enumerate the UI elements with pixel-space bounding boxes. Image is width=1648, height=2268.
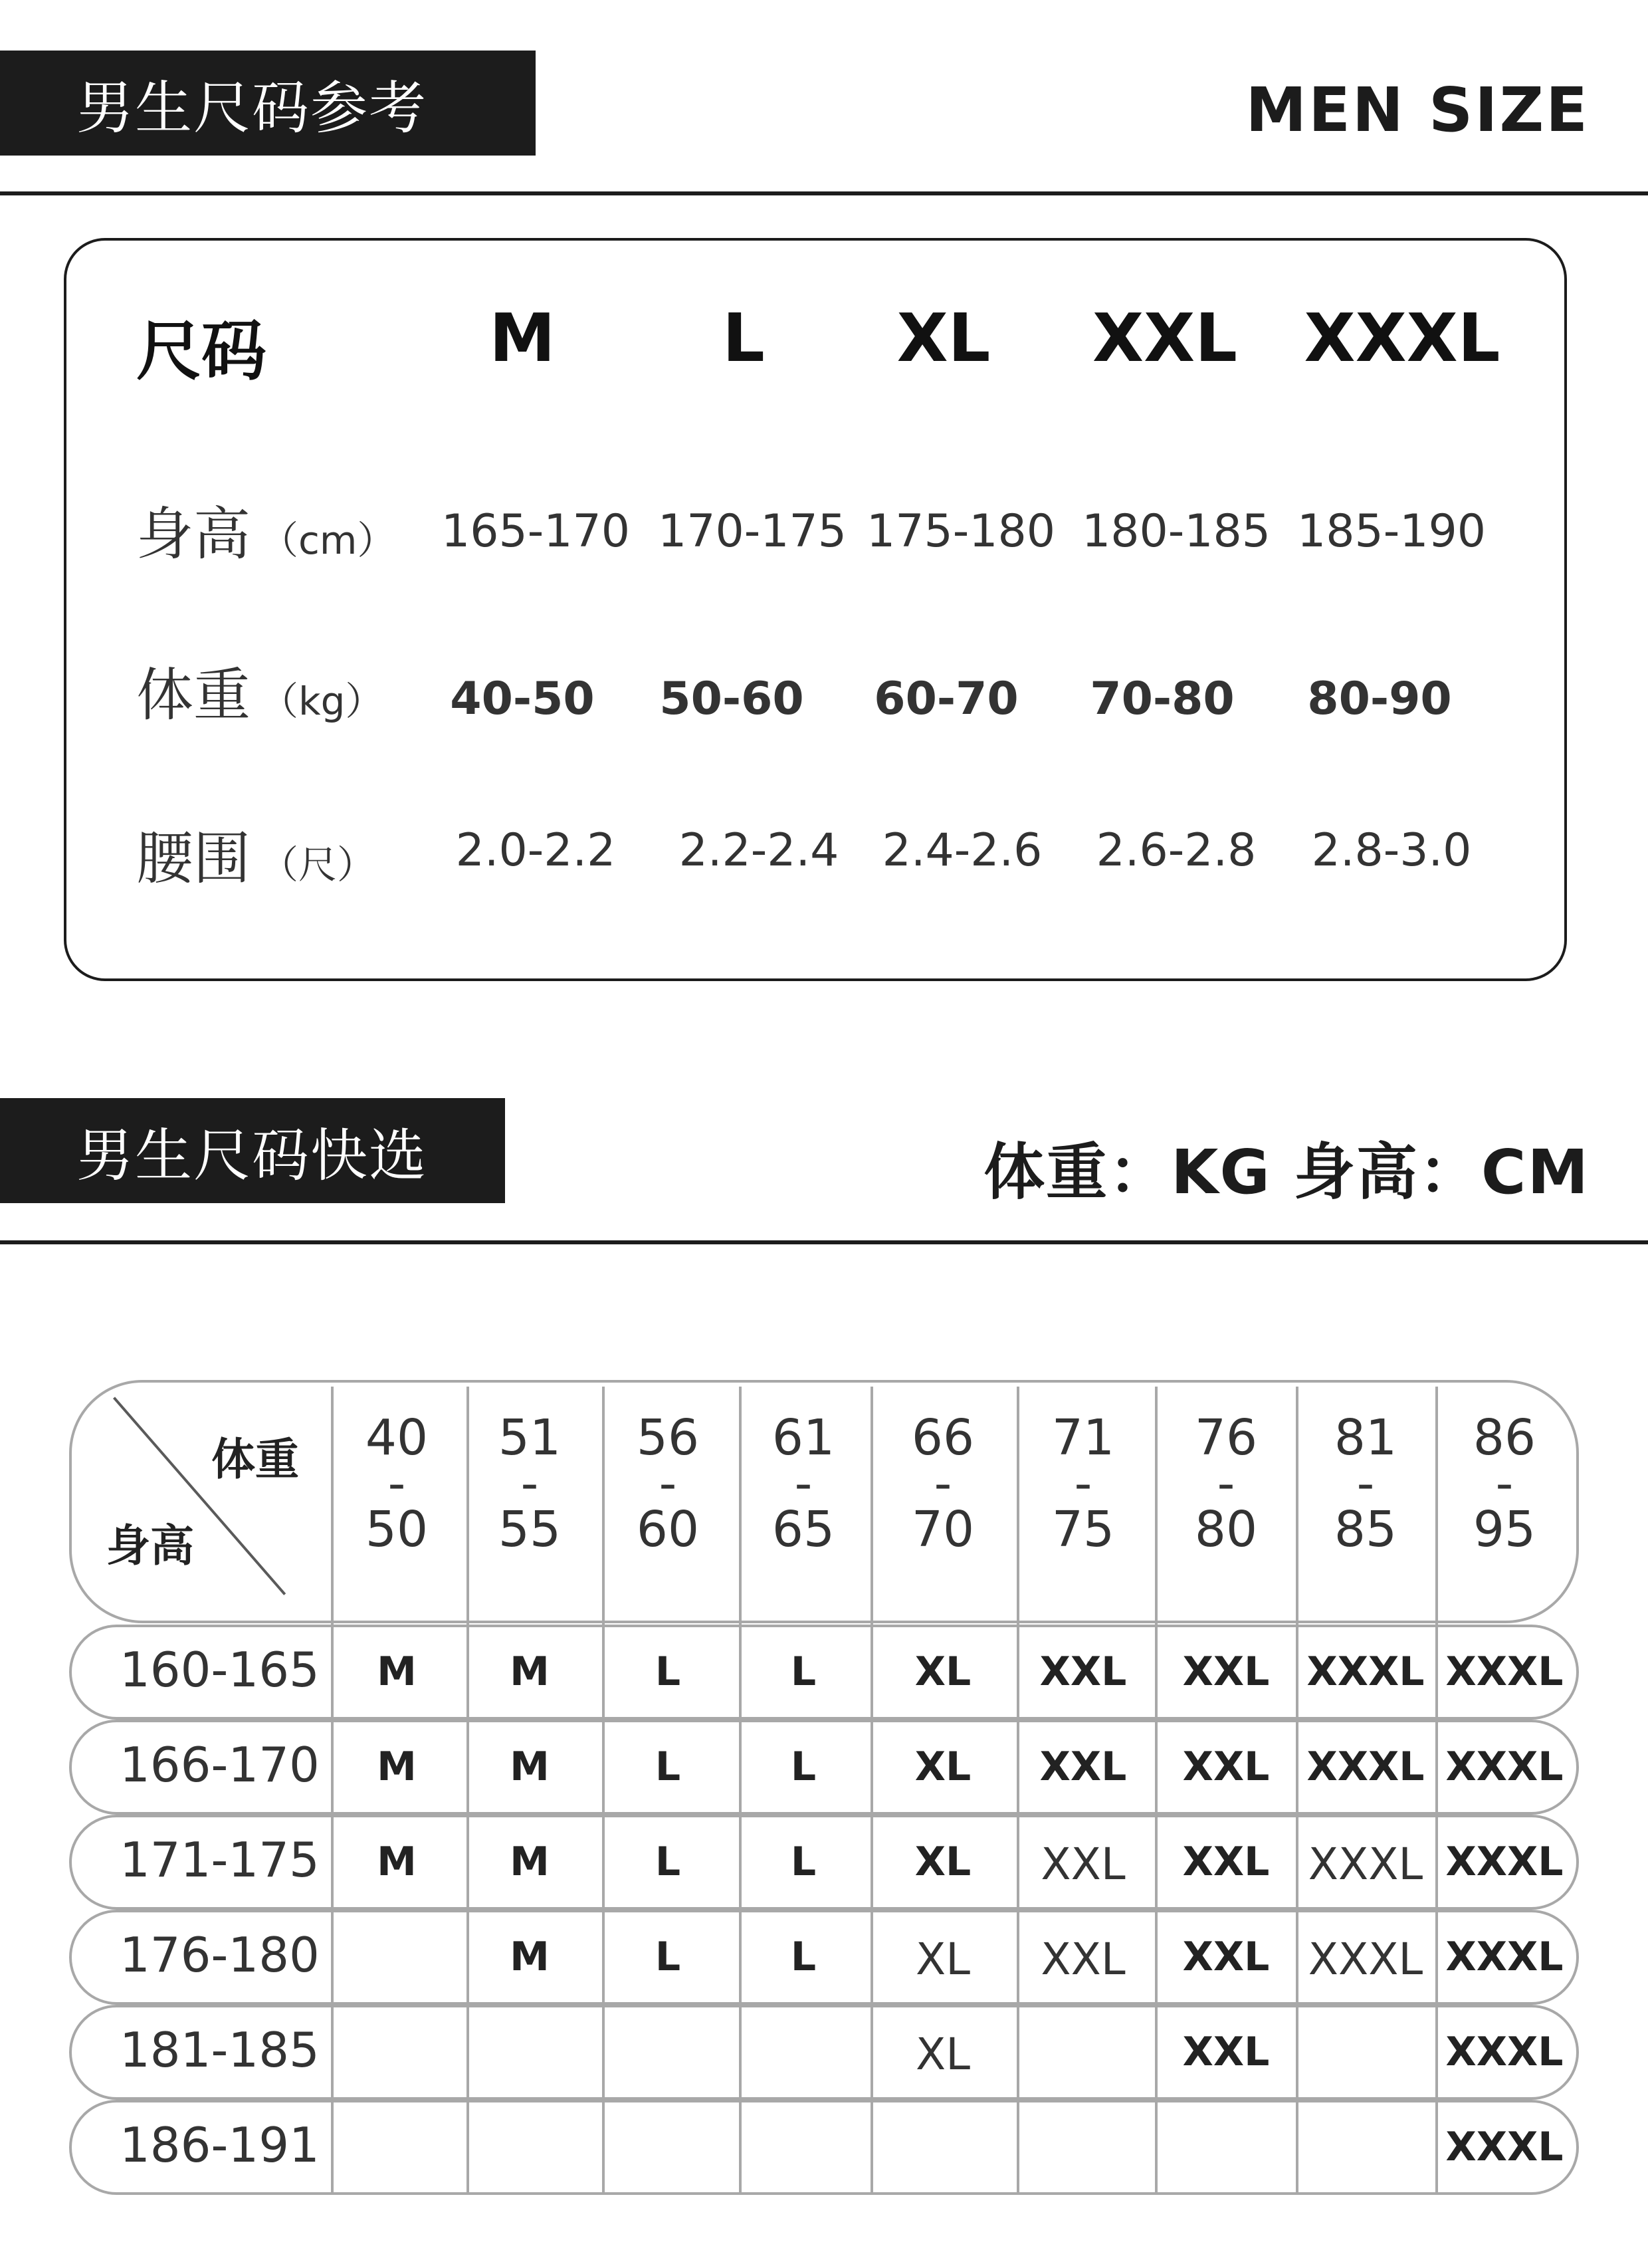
size-cell: L bbox=[655, 1744, 681, 1790]
size-cell: M bbox=[510, 1648, 550, 1695]
waist-value: 2.4-2.6 bbox=[882, 824, 1043, 877]
height-range-label: 181-185 bbox=[120, 2022, 320, 2078]
weight-range-header: 61 - 65 bbox=[772, 1409, 835, 1558]
height-range-label: 166-170 bbox=[120, 1737, 320, 1793]
size-cell: XL bbox=[916, 1934, 970, 1985]
height-value: 175-180 bbox=[866, 505, 1056, 558]
size-cell: XXXL bbox=[1445, 2029, 1564, 2075]
size-cell: XXXL bbox=[1445, 2124, 1564, 2170]
waist-value: 2.0-2.2 bbox=[455, 824, 616, 877]
weight-value: 70-80 bbox=[1090, 673, 1235, 725]
size-header: M bbox=[489, 299, 556, 377]
size-cell: XXL bbox=[1041, 1934, 1126, 1985]
size-cell: L bbox=[790, 1648, 817, 1695]
weight-value: 50-60 bbox=[659, 673, 804, 725]
size-cell: XL bbox=[914, 1648, 972, 1695]
size-cell: XXL bbox=[1182, 1934, 1270, 1980]
size-cell: XXL bbox=[1182, 1744, 1270, 1790]
weight-value: 40-50 bbox=[450, 673, 595, 725]
size-cell: L bbox=[790, 1744, 817, 1790]
size-cell: XXXL bbox=[1445, 1934, 1564, 1980]
section-title-quick-select: 男生尺码快选 bbox=[0, 1098, 505, 1203]
units-heading: 体重：KG 身高：CM bbox=[983, 1137, 1590, 1208]
height-range-label: 171-175 bbox=[120, 1832, 320, 1888]
size-reference-card bbox=[64, 238, 1567, 981]
size-label: 尺码 bbox=[136, 314, 267, 390]
waist-value: 2.2-2.4 bbox=[678, 824, 839, 877]
size-cell: L bbox=[790, 1839, 817, 1885]
waist-value: 2.6-2.8 bbox=[1096, 824, 1257, 877]
size-cell: M bbox=[377, 1744, 417, 1790]
size-cell: XXXL bbox=[1445, 1648, 1564, 1695]
size-cell: XXL bbox=[1182, 2029, 1270, 2075]
size-cell: XXL bbox=[1182, 1648, 1270, 1695]
size-cell: L bbox=[655, 1934, 681, 1980]
size-cell: XL bbox=[916, 2029, 970, 2080]
size-cell: XXXL bbox=[1306, 1648, 1425, 1695]
size-header: XXXL bbox=[1304, 299, 1500, 377]
weight-range-header: 40 - 50 bbox=[365, 1409, 429, 1558]
size-cell: L bbox=[655, 1839, 681, 1885]
size-cell: XXL bbox=[1039, 1648, 1127, 1695]
height-range-label: 186-191 bbox=[120, 2117, 320, 2173]
size-header: L bbox=[722, 299, 765, 377]
weight-range-header: 66 - 70 bbox=[911, 1409, 975, 1558]
row-label-weight: 体重 （kg） bbox=[136, 662, 384, 729]
weight-range-header: 51 - 55 bbox=[498, 1409, 562, 1558]
size-cell: XXXL bbox=[1445, 1839, 1564, 1885]
size-cell: M bbox=[510, 1934, 550, 1980]
row-label-height: 身高 （cm） bbox=[136, 501, 396, 568]
corner-weight-label: 体重 bbox=[211, 1434, 299, 1485]
size-cell: L bbox=[790, 1934, 817, 1980]
size-header: XL bbox=[896, 299, 991, 377]
size-cell: L bbox=[655, 1648, 681, 1695]
size-cell: M bbox=[510, 1744, 550, 1790]
height-value: 180-185 bbox=[1081, 505, 1271, 558]
height-value: 170-175 bbox=[657, 505, 847, 558]
divider bbox=[0, 1240, 1648, 1244]
height-range-label: 176-180 bbox=[120, 1927, 320, 1983]
weight-range-header: 76 - 80 bbox=[1194, 1409, 1258, 1558]
size-cell: XXL bbox=[1182, 1839, 1270, 1885]
size-cell: XL bbox=[914, 1744, 972, 1790]
height-value: 165-170 bbox=[441, 505, 631, 558]
height-value: 185-190 bbox=[1296, 505, 1487, 558]
weight-value: 80-90 bbox=[1307, 673, 1452, 725]
weight-value: 60-70 bbox=[874, 673, 1019, 725]
size-cell: XXXL bbox=[1445, 1744, 1564, 1790]
size-cell: XXXL bbox=[1308, 1839, 1423, 1890]
section-title-size-reference: 男生尺码参考 bbox=[0, 51, 536, 156]
size-cell: XXL bbox=[1041, 1839, 1126, 1890]
waist-value: 2.8-3.0 bbox=[1311, 824, 1472, 877]
size-cell: XL bbox=[914, 1839, 972, 1885]
weight-range-header: 81 - 85 bbox=[1334, 1409, 1397, 1558]
weight-range-header: 56 - 60 bbox=[636, 1409, 700, 1558]
height-range-label: 160-165 bbox=[120, 1642, 320, 1698]
size-cell: XXXL bbox=[1306, 1744, 1425, 1790]
men-size-heading: MEN SIZE bbox=[1245, 74, 1590, 146]
corner-height-label: 身高 bbox=[106, 1520, 194, 1571]
size-cell: M bbox=[377, 1648, 417, 1695]
size-cell: XXXL bbox=[1308, 1934, 1423, 1985]
weight-range-header: 86 - 95 bbox=[1473, 1409, 1536, 1558]
row-label-waist: 腰围 （尺） bbox=[136, 826, 376, 892]
size-header: XXL bbox=[1092, 299, 1237, 377]
size-cell: M bbox=[377, 1839, 417, 1885]
size-cell: XXL bbox=[1039, 1744, 1127, 1790]
size-cell: M bbox=[510, 1839, 550, 1885]
divider bbox=[0, 191, 1648, 195]
quick-select-grid bbox=[69, 1380, 1579, 2194]
weight-range-header: 71 - 75 bbox=[1051, 1409, 1115, 1558]
